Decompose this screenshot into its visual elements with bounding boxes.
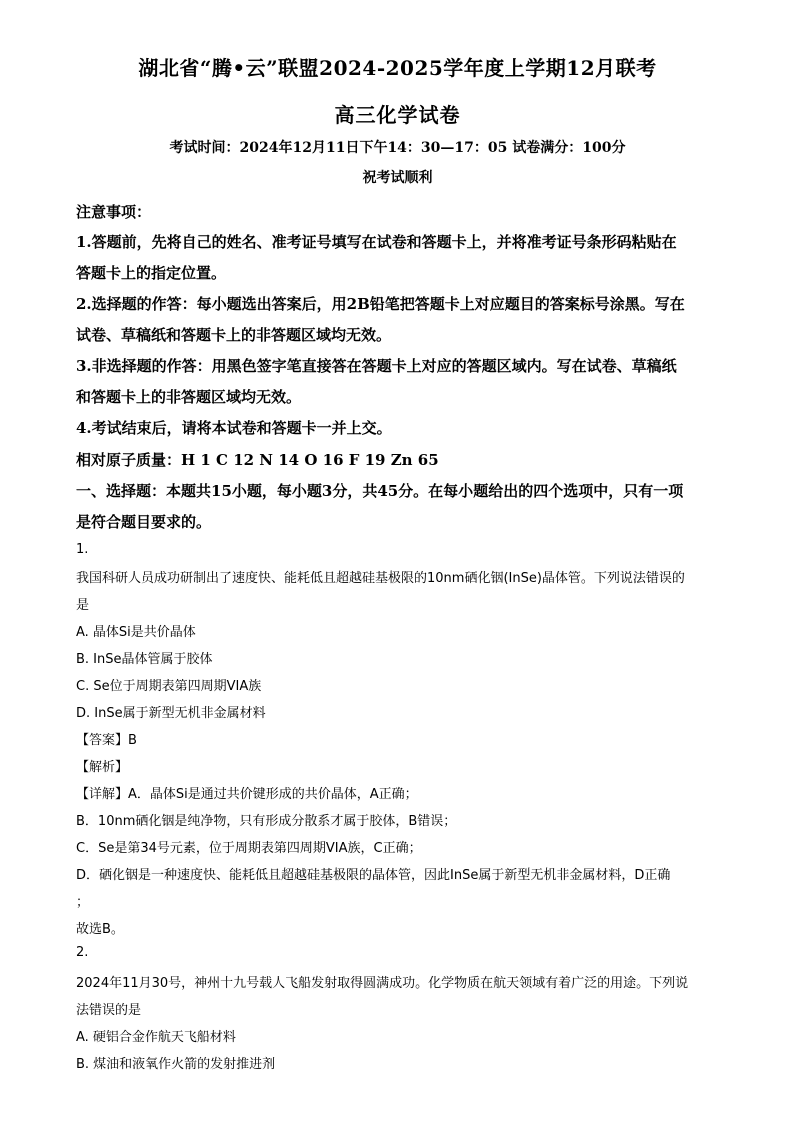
q1-answer: 【答案】B bbox=[76, 733, 137, 748]
q1-detail-d-continued: ； bbox=[76, 895, 90, 910]
q1-option-d: D. InSe属于新型无机非金属材料 bbox=[76, 706, 266, 721]
exam-subtitle: 高三化学试卷 bbox=[334, 103, 461, 127]
exam-wish: 祝考试顺利 bbox=[362, 170, 433, 186]
q1-detail-c: C．Se是第34号元素，位于周期表第四周期VIA族，C正确； bbox=[76, 841, 422, 856]
q2-stem-line-2: 法错误的是 bbox=[76, 1003, 142, 1018]
q1-option-c: C. Se位于周期表第四周期VIA族 bbox=[76, 679, 262, 694]
notice-heading: 注意事项： bbox=[76, 203, 152, 221]
q2-option-b: B. 煤油和液氧作火箭的发射推进剂 bbox=[76, 1057, 276, 1072]
q1-detail-a: 【详解】A．晶体Si是通过共价键形成的共价晶体，A正确； bbox=[76, 787, 418, 802]
q1-number: 1. bbox=[76, 542, 89, 557]
q1-detail-b: B．10nm硒化铟是纯净物，只有形成分散系才属于胶体，B错误； bbox=[76, 814, 457, 829]
q2-option-a: A. 硬铝合金作航天飞船材料 bbox=[76, 1030, 236, 1045]
notice-item-2-line-2: 试卷、草稿纸和答题卡上的非答题区域均无效。 bbox=[76, 326, 392, 344]
q1-stem-line-2: 是 bbox=[76, 598, 90, 613]
exam-title: 湖北省“腾•云”联盟2024-2025学年度上学期12月联考 bbox=[138, 56, 657, 80]
notice-item-1-line-2: 答题卡上的指定位置。 bbox=[76, 264, 227, 282]
notice-item-1-line-1: 1.答题前，先将自己的姓名、准考证号填写在试卷和答题卡上，并将准考证号条形码粘贴在 bbox=[76, 233, 677, 251]
exam-info: 考试时间：2024年12月11日下午14：30—17：05 试卷满分：100分 bbox=[169, 140, 626, 156]
q2-stem-line-1: 2024年11月30号，神州十九号载人飞船发射取得圆满成功。化学物质在航天领域有着广泛的用途。下列说 bbox=[76, 976, 689, 991]
q1-analysis-heading: 【解析】 bbox=[76, 760, 129, 775]
q1-option-b: B. InSe晶体管属于胶体 bbox=[76, 652, 213, 667]
notice-item-2-line-1: 2.选择题的作答：每小题选出答案后，用2B铅笔把答题卡上对应题目的答案标号涂黑。写在 bbox=[76, 295, 685, 313]
notice-item-3-line-1: 3.非选择题的作答：用黑色签字笔直接答在答题卡上对应的答题区域内。写在试卷、草稿纸 bbox=[76, 357, 677, 375]
q1-conclusion: 故选B。 bbox=[76, 922, 124, 937]
q2-number: 2. bbox=[76, 945, 89, 960]
q1-option-a: A. 晶体Si是共价晶体 bbox=[76, 625, 196, 640]
atomic-mass-line: 相对原子质量：H 1 C 12 N 14 O 16 F 19 Zn 65 bbox=[76, 451, 439, 469]
section1-heading-line-1: 一、选择题：本题共15小题，每小题3分，共45分。在每小题给出的四个选项中，只有一项 bbox=[76, 482, 684, 500]
notice-item-3-line-2: 和答题卡上的非答题区域均无效。 bbox=[76, 388, 302, 406]
notice-item-4: 4.考试结束后，请将本试卷和答题卡一并上交。 bbox=[76, 419, 392, 437]
q1-stem-line-1: 我国科研人员成功研制出了速度快、能耗低且超越硅基极限的10nm硒化铟(InSe)晶体管。下列说法错误的 bbox=[76, 571, 685, 586]
q1-detail-d: D．硒化铟是一种速度快、能耗低且超越硅基极限的晶体管，因此InSe属于新型无机非金属材料，D正确 bbox=[76, 868, 671, 883]
section1-heading-line-2: 是符合题目要求的。 bbox=[76, 513, 212, 531]
